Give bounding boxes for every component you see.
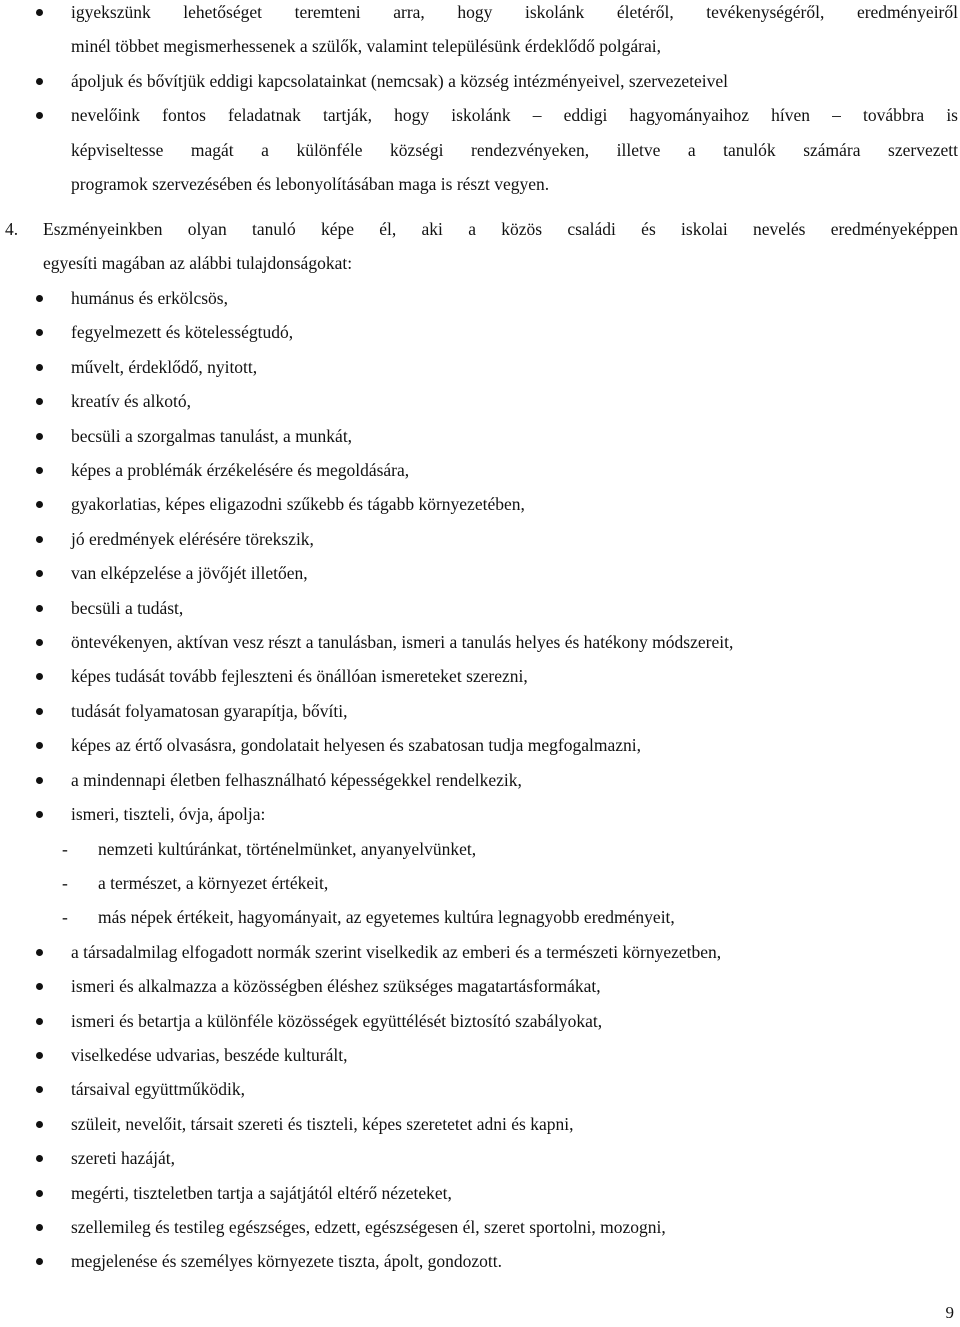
- dash-marker: -: [62, 872, 68, 893]
- list-item-text: képes az értő olvasásra, gondolatait helyesen és szabatosan tudja megfogalmazni,: [71, 735, 641, 756]
- bullet-dot-icon: [36, 295, 43, 302]
- bullet-dot-icon: [36, 1190, 43, 1197]
- list-item-text: képviseltesse magát a különféle községi rendezvényeken, illetve a tanulók számára szervezett: [71, 139, 958, 160]
- dash-sub-item: [0, 866, 960, 900]
- list-item-text: nevelőink fontos feladatnak tartják, hogy iskolánk – eddigi hagyományaihoz híven – továbbra is: [71, 105, 958, 126]
- bullet-item: [0, 1176, 960, 1210]
- bullet-dot-icon: [36, 9, 43, 16]
- list-item-text: öntevékenyen, aktívan vesz részt a tanulásban, ismeri a tanulás helyes és hatékony módszereit,: [71, 632, 734, 653]
- section-4: [0, 212, 960, 281]
- bullet-dot-icon: [36, 1086, 43, 1093]
- bullet-item: [0, 935, 960, 969]
- dash-marker: -: [62, 838, 68, 859]
- bullet-dot-icon: [36, 639, 43, 646]
- bullet-dot-icon: [36, 742, 43, 749]
- bullet-dot-icon: [36, 983, 43, 990]
- list-item-text: ismeri és betartja a különféle közösségek együttélését biztosító szabályokat,: [71, 1010, 603, 1031]
- list-item-text: nemzeti kultúránkat, történelmünket, anyanyelvünket,: [98, 838, 477, 859]
- bullet-dot-icon: [36, 708, 43, 715]
- list-item-text: igyekszünk lehetőséget teremteni arra, hogy iskolánk életéről, tevékenységéről, eredményeiről: [71, 2, 958, 22]
- list-item-text: minél többet megismerhessenek a szülők, valamint településünk érdeklődő polgárai,: [71, 36, 661, 57]
- bullet-item: [0, 659, 960, 693]
- list-item-text: képes a problémák érzékelésére és megoldására,: [71, 460, 410, 481]
- bullet-dot-icon: [36, 811, 43, 818]
- bullet-item: [0, 591, 960, 625]
- list-item-text: ismeri, tiszteli, óvja, ápolja:: [71, 804, 266, 825]
- bullet-item: [0, 64, 960, 98]
- list-item-text: humánus és erkölcsös,: [71, 288, 228, 308]
- bullet-item: [0, 98, 960, 132]
- bullet-dot-icon: [36, 1018, 43, 1025]
- bullet-dot-icon: [36, 501, 43, 508]
- list-item-text: szüleit, nevelőit, társait szereti és tiszteli, képes szeretetet adni és kapni,: [71, 1113, 574, 1134]
- bullet-item: [0, 625, 960, 659]
- bullet-dot-icon: [36, 1052, 43, 1059]
- list-item-text: kreatív és alkotó,: [71, 391, 192, 412]
- dash-marker: -: [62, 907, 68, 928]
- list-item-text: becsüli a tudást,: [71, 597, 184, 618]
- bullet-item: [0, 1210, 960, 1244]
- bullet-item: [0, 1072, 960, 1106]
- bullet-dot-icon: [36, 1258, 43, 1265]
- bullet-item: [0, 1107, 960, 1141]
- bullet-dot-icon: [36, 1224, 43, 1231]
- dash-sub-item: [0, 900, 960, 934]
- bullet-dot-icon: [36, 536, 43, 543]
- bullet-dot-icon: [36, 467, 43, 474]
- bullet-dot-icon: [36, 570, 43, 577]
- bullet-item-continuation: [0, 29, 960, 63]
- bullet-item: [0, 453, 960, 487]
- bullet-item: [0, 281, 960, 315]
- list-item-text: megérti, tiszteletben tartja a sajátjától eltérő nézeteket,: [71, 1182, 452, 1203]
- traits-bullet-list: [0, 281, 960, 1279]
- list-item-text: tudását folyamatosan gyarapítja, bővíti,: [71, 700, 348, 721]
- bullet-item-continuation: [0, 133, 960, 167]
- list-item-text: társaival együttműködik,: [71, 1079, 245, 1100]
- list-item-text: a társadalmilag elfogadott normák szerint viselkedik az emberi és a természeti környezetben,: [71, 941, 722, 962]
- list-item-text: programok szervezésében és lebonyolításában maga is részt vegyen.: [71, 174, 550, 195]
- list-item-text: művelt, érdeklődő, nyitott,: [71, 356, 258, 377]
- list-item-text: viselkedése udvarias, beszéde kulturált,: [71, 1044, 348, 1065]
- list-item-text: szereti hazáját,: [71, 1148, 175, 1169]
- list-item-text: van elképzelése a jövőjét illetően,: [71, 563, 308, 584]
- bullet-item: [0, 556, 960, 590]
- bullet-item: [0, 797, 960, 831]
- bullet-item: [0, 522, 960, 556]
- list-item-text: fegyelmezett és kötelességtudó,: [71, 322, 294, 343]
- bullet-item: [0, 487, 960, 521]
- bullet-item: [0, 384, 960, 418]
- list-item-text: ápoljuk és bővítjük eddigi kapcsolatainkat (nemcsak) a község intézményeivel, szervezeteivel: [71, 70, 728, 91]
- intro-bullet-list: [0, 0, 960, 201]
- list-item-text: megjelenése és személyes környezete tiszta, ápolt, gondozott.: [71, 1251, 503, 1272]
- section-number: 4.: [5, 219, 19, 239]
- bullet-item-continuation: [0, 167, 960, 201]
- list-item-text: ismeri és alkalmazza a közösségben éléshez szükséges magatartásformákat,: [71, 976, 601, 997]
- bullet-dot-icon: [36, 777, 43, 784]
- bullet-item: [0, 969, 960, 1003]
- bullet-item: [0, 728, 960, 762]
- bullet-item: [0, 350, 960, 384]
- section-4-intro-text: Eszményeinkben olyan tanuló képe él, aki a közös családi és iskolai nevelés eredményeképpen: [43, 219, 958, 239]
- list-item-text: a mindennapi életben felhasználható képességekkel rendelkezik,: [71, 769, 522, 790]
- bullet-dot-icon: [36, 1121, 43, 1128]
- bullet-item: [0, 763, 960, 797]
- bullet-dot-icon: [36, 364, 43, 371]
- list-item-text: a természet, a környezet értékeit,: [98, 872, 329, 893]
- bullet-dot-icon: [36, 78, 43, 85]
- bullet-dot-icon: [36, 433, 43, 440]
- list-item-text: más népek értékeit, hagyományait, az egyetemes kultúra legnagyobb eredményeit,: [98, 907, 675, 928]
- bullet-item: [0, 694, 960, 728]
- bullet-dot-icon: [36, 112, 43, 119]
- list-item-text: szellemileg és testileg egészséges, edzett, egészségesen él, szeret sportolni, mozogni,: [71, 1216, 666, 1237]
- bullet-dot-icon: [36, 398, 43, 405]
- bullet-dot-icon: [36, 949, 43, 956]
- bullet-dot-icon: [36, 1155, 43, 1162]
- bullet-item: [0, 419, 960, 453]
- bullet-item: [0, 1038, 960, 1072]
- list-item-text: képes tudását tovább fejleszteni és önállóan ismereteket szerezni,: [71, 666, 528, 687]
- bullet-dot-icon: [36, 329, 43, 336]
- bullet-item: [0, 0, 960, 29]
- bullet-item: [0, 1244, 960, 1278]
- section-4-second-line: [0, 246, 960, 280]
- section-4-first-line: [0, 212, 960, 246]
- dash-sub-item: [0, 832, 960, 866]
- bullet-item: [0, 1004, 960, 1038]
- page-number: 9: [945, 1303, 954, 1322]
- bullet-item: [0, 1141, 960, 1175]
- bullet-item: [0, 315, 960, 349]
- list-item-text: becsüli a szorgalmas tanulást, a munkát,: [71, 425, 353, 446]
- bullet-dot-icon: [36, 673, 43, 680]
- bullet-dot-icon: [36, 605, 43, 612]
- section-4-intro-continuation: egyesíti magában az alábbi tulajdonságokat:: [43, 253, 353, 274]
- list-item-text: gyakorlatias, képes eligazodni szűkebb és tágabb környezetében,: [71, 494, 525, 515]
- list-item-text: jó eredmények elérésére törekszik,: [71, 528, 314, 549]
